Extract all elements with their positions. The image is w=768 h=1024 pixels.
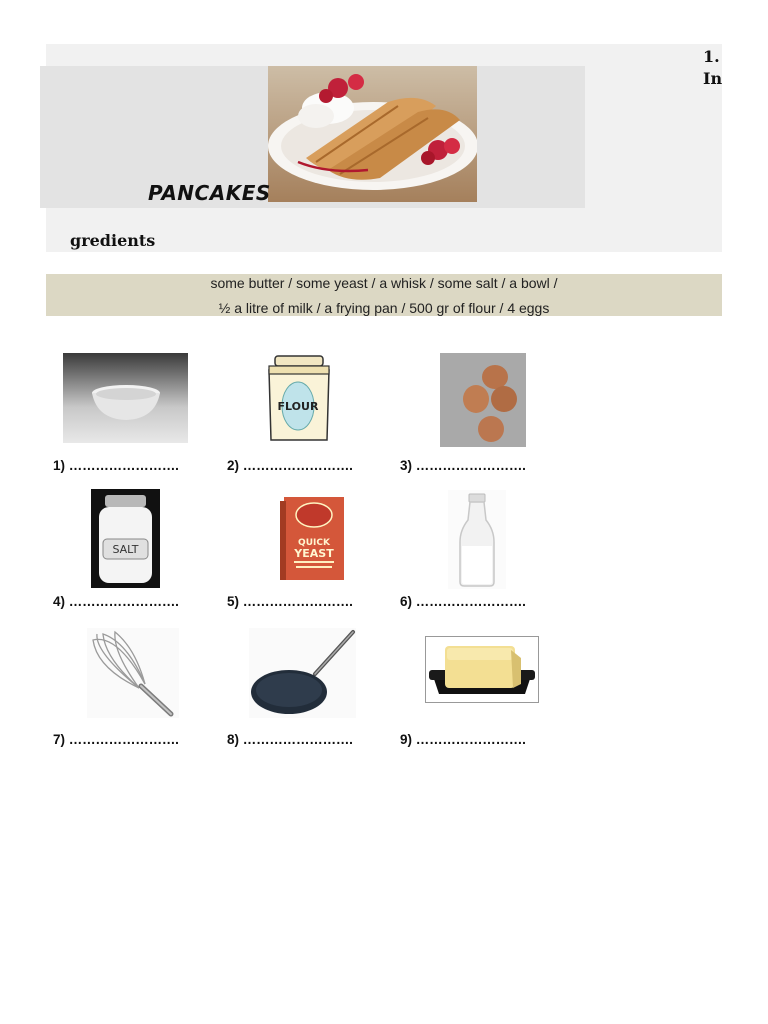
item-1-label: 1) ……………………. xyxy=(53,458,179,473)
item-8-label: 8) ……………………. xyxy=(227,732,353,747)
yeast-label-bottom: YEAST xyxy=(294,547,334,560)
bowl-icon xyxy=(63,353,188,443)
yeast-label-top: QUICK xyxy=(298,538,330,548)
item-3-label: 3) ……………………. xyxy=(400,458,526,473)
yeast-icon xyxy=(280,495,346,582)
answer-blank-7[interactable]: ……………………. xyxy=(68,732,179,747)
section-heading xyxy=(703,46,722,90)
item-7-label: 7) ……………………. xyxy=(53,732,179,747)
salt-label: SALT xyxy=(112,543,139,556)
item-2-label: 2) ……………………. xyxy=(227,458,353,473)
word-bank-line-2: ½ a litre of milk / a frying pan / 500 gr of flour / 4 eggs xyxy=(218,300,550,316)
flour-label: FLOUR xyxy=(277,400,319,413)
whisk-icon xyxy=(87,628,179,718)
page-title: PANCAKES xyxy=(148,181,271,205)
item-9-label: 9) ……………………. xyxy=(400,732,526,747)
flour-icon xyxy=(265,354,333,442)
salt-icon xyxy=(91,489,160,588)
item-5-label: 5) ……………………. xyxy=(227,594,353,609)
answer-blank-5[interactable]: ……………………. xyxy=(242,594,353,609)
eggs-icon xyxy=(440,353,526,447)
answer-blank-1[interactable]: ……………………. xyxy=(68,458,179,473)
item-4-label: 4) ……………………. xyxy=(53,594,179,609)
answer-blank-3[interactable]: ……………………. xyxy=(415,458,526,473)
answer-blank-2[interactable]: ……………………. xyxy=(242,458,353,473)
answer-blank-4[interactable]: ……………………. xyxy=(68,594,179,609)
answer-blank-6[interactable]: ……………………. xyxy=(415,594,526,609)
section-heading-continued: gredients xyxy=(70,231,156,250)
item-6-label: 6) ……………………. xyxy=(400,594,526,609)
butter-icon xyxy=(425,636,539,703)
word-bank-line-1: some butter / some yeast / a whisk / some salt / a bowl / xyxy=(210,275,558,291)
milk-icon xyxy=(448,490,506,589)
word-bank xyxy=(46,274,722,316)
frying-pan-icon xyxy=(249,628,356,718)
section-number: 1. xyxy=(703,47,720,66)
pancakes-photo xyxy=(268,66,477,202)
section-word-start: In xyxy=(703,69,723,88)
answer-blank-8[interactable]: ……………………. xyxy=(242,732,353,747)
answer-blank-9[interactable]: ……………………. xyxy=(415,732,526,747)
